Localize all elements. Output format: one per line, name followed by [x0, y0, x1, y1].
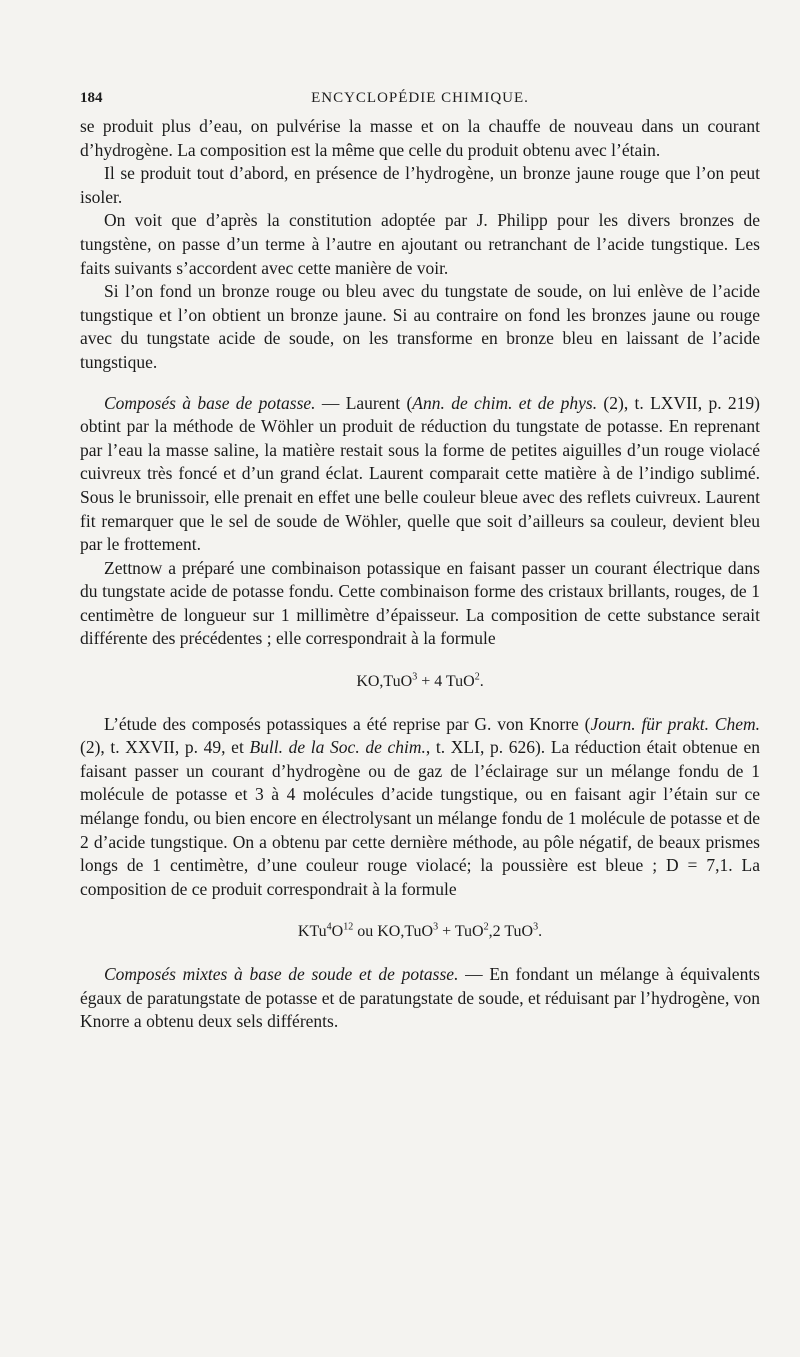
formula-2 — [80, 920, 760, 944]
section-heading-mixtes: Composés mixtes à base de soude et de potasse. — [104, 964, 459, 984]
formula-part: . — [479, 673, 484, 691]
section-potasse — [80, 392, 760, 557]
formula-superscript: 3 — [433, 922, 439, 934]
formula-superscript: 3 — [533, 922, 539, 934]
formula-part: KTu — [297, 923, 327, 941]
body-text — [80, 115, 760, 1034]
formula-superscript: 2 — [483, 922, 489, 934]
text-run: — Laurent ( — [315, 392, 413, 413]
formula-superscript: 4 — [326, 922, 332, 934]
formula-part: + TuO — [438, 923, 484, 941]
citation-bull-soc-chim: Bull. de la Soc. de chim. — [249, 737, 426, 758]
formula-1 — [80, 670, 760, 694]
text-run: — En fondant un mélange à équivalents égaux de paratungstate de potasse et de paratungstate de soude, et réduisant par l’hydrogène, von Knorre a obtenu deux sels différents. — [80, 964, 760, 1032]
formula-part: . — [538, 923, 543, 941]
formula-superscript: 12 — [343, 922, 354, 934]
formula-part: O — [331, 923, 344, 941]
citation-journ-prakt-chem: Journ. für prakt. Chem. — [590, 713, 760, 734]
text-run: , t. XLI, p. 626). La réduction était obtenue en faisant passer un courant d’hydrogène ou de gaz de l’éclairage sur un mélange fondu de 1 molécule de potasse et 3 à 4 molécules d’acide tungstique, ou en faisant agir l’étain sur ce mélange fondu, ou bien encore en électrolysant un mélange fondu de 1 molécule de potasse et de 2 d’acide tungstique. On a obtenu par cette dernière méthode, au pôle négatif, de beaux prismes longs de 1 centimètre, d’une couleur rouge violacé; la poussière est bleue ; D = 7,1. La composition de ce produit correspondrait à la formule — [80, 737, 760, 899]
formula-part: + 4 TuO — [417, 673, 475, 691]
page-number: 184 — [80, 90, 103, 106]
paragraph-zettnow: Zettnow a préparé une combinaison potassique en faisant passer un courant électrique dans du tungstate acide de potasse fondu. Cette combinaison forme des cristaux brillants, rouges, de 1 centimètre de longueur sur 1 millimètre d’épaisseur. La composition de cette substance serait différente des précédentes ; elle correspondrait à la formule — [80, 557, 760, 649]
text-run: L’étude des composés potassiques a été reprise par G. von Knorre ( — [104, 713, 591, 734]
paragraph-3: On voit que d’après la constitution adoptée par J. Philipp pour les divers bronzes de tungstène, on passe d’un terme à l’autre en ajoutant ou retranchant de l’acide tungstique. Les faits suivants s’accordent avec cette manière de voir. — [80, 210, 760, 278]
citation-ann-chim: Ann. de chim. et de phys. — [412, 392, 598, 413]
running-head — [80, 90, 760, 112]
section-mixtes — [80, 963, 760, 1034]
paragraph-4: Si l’on fond un bronze rouge ou bleu avec du tungstate de soude, on lui enlève de l’acide tungstique et l’on obtient un bronze jaune. Si au contraire on fond les bronzes jaune ou rouge avec du tungstate acide de soude, on les transforme en bronze bleu en laissant de l’acide tungstique. — [80, 281, 760, 372]
paragraph-knorre — [80, 713, 760, 902]
formula-part: KO,TuO — [356, 673, 413, 691]
formula-part: ou KO,TuO — [353, 923, 434, 941]
running-title: ENCYCLOPÉDIE CHIMIQUE. — [311, 90, 529, 106]
text-run: (2), t. LXVII, p. 219) obtint par la méthode de Wöhler un produit de réduction du tungstate de potasse. En reprenant par l’eau la masse saline, la matière restait sous la forme de petites aiguilles d’un rouge violacé cuivreux très foncé et d’un grand éclat. Laurent comparait cette matière à de l’indigo sublimé. Sous le brunissoir, elle prenait en effet une belle couleur bleue avec des reflets cuivreux. Laurent fit remarquer que le sel de soude de Wöhler, quelle que soit d’ailleurs sa couleur, devient bleu par le frottement. — [80, 392, 760, 555]
text-run: (2), t. XXVII, p. 49, et — [80, 737, 250, 758]
formula-superscript: 3 — [412, 671, 418, 683]
section-heading-potasse: Composés à base de potasse. — [104, 392, 316, 413]
paragraph-1: se produit plus d’eau, on pulvérise la masse et on la chauffe de nouveau dans un courant d’hydrogène. La composition est la même que celle du produit obtenu avec l’étain. — [80, 116, 760, 160]
formula-superscript: 2 — [474, 671, 480, 683]
formula-part: ,2 TuO — [488, 923, 534, 941]
paragraph-2: Il se produit tout d’abord, en présence de l’hydrogène, un bronze jaune rouge que l’on peut isoler. — [80, 163, 760, 207]
